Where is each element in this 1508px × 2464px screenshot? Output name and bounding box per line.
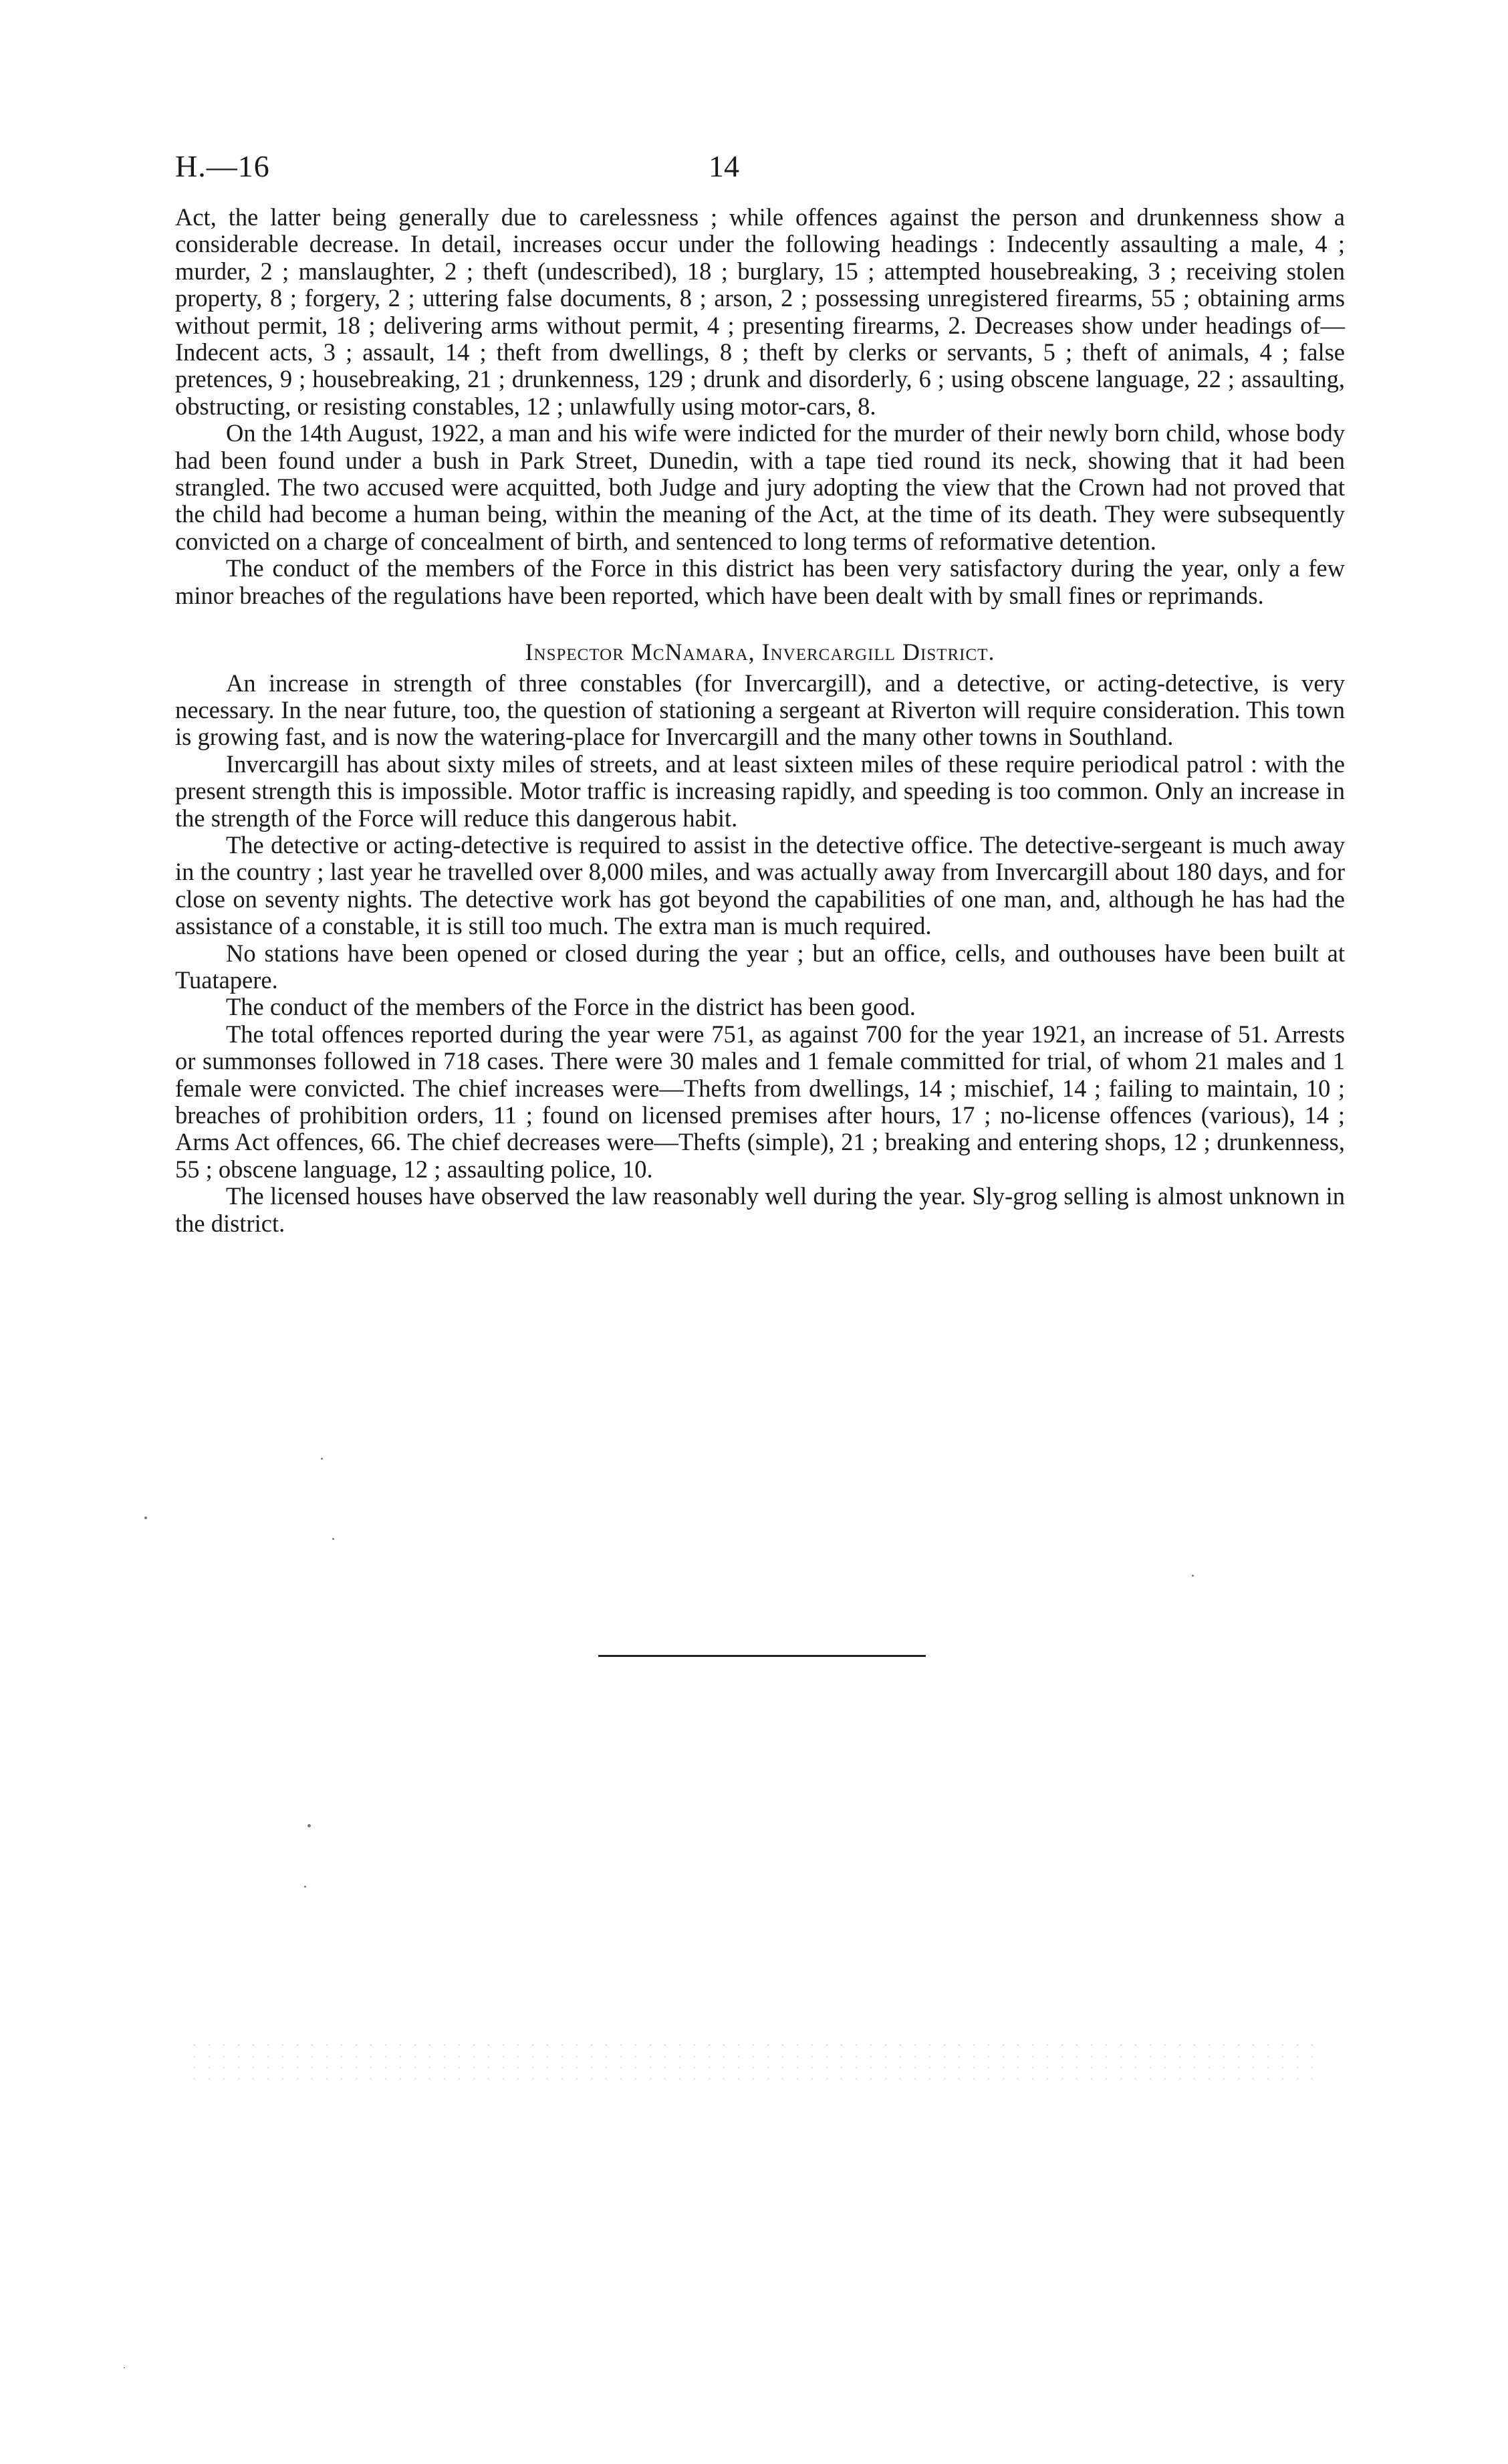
scan-speck: [307, 1824, 311, 1827]
paragraph: The total offences reported during the year were 751, as against 700 for the year 1921, an increase of 51. Arrests or summonses followed in 718 cases. There were 30 males and 1 female committed for trial, of whom 21 males and 1 female were convicted. The chief increases were—Thefts from dwellings, 14 ; mischief, 14 ; failing to maintain, 10 ; breaches of prohibition orders, 11 ; found on licensed premises after hours, 17 ; no-license offences (various), 14 ; Arms Act offences, 66. The chief decreases were—Thefts (simple), 21 ; breaking and entering shops, 12 ; drunkenness, 55 ; obscene language, 12 ; assaulting police, 10.: [175, 1020, 1345, 1183]
paragraph: The licensed houses have observed the law reasonably well during the year. Sly-grog selling is almost unknown in the district.: [175, 1182, 1345, 1237]
paragraph: The conduct of the members of the Force in this district has been very satisfactory during the year, only a few minor breaches of the regulations have been reported, which have been dealt with by small fines or reprimands.: [175, 554, 1345, 609]
paragraph: No stations have been opened or closed during the year ; but an office, cells, and outhouses have been built at Tuatapere.: [175, 939, 1345, 994]
paragraph: Invercargill has about sixty miles of streets, and at least sixteen miles of these require periodical patrol : with the present strength this is impossible. Motor traffic is increasing rapidly, and speeding is too common. Only an increase in the strength of the Force will reduce this dangerous habit.: [175, 750, 1345, 832]
scan-speck: [124, 2367, 125, 2368]
document-code: H.—16: [175, 149, 270, 183]
paragraph: The detective or acting-detective is required to assist in the detective office. The detective-sergeant is much away in the country ; last year he travelled over 8,000 miles, and was actually away from Invercargill about 180 days, and for close on seventy nights. The detective work has got beyond the capabilities of one man, and, although he has had the assistance of a constable, it is still too much. The extra man is much required.: [175, 830, 1345, 940]
end-rule: [598, 1655, 926, 1657]
paragraph: Act, the latter being generally due to carelessness ; while offences against the person and drunkenness show a considerable decrease. In detail, increases occur under the following headings : Indecently assaulting a male, 4 ; murder, 2 ; manslaughter, 2 ; theft (undescribed), 18 ; burglary, 15 ; attempted housebreaking, 3 ; receiving stolen property, 8 ; forgery, 2 ; uttering false documents, 8 ; arson, 2 ; possessing unregistered firearms, 55 ; obtaining arms without permit, 18 ; delivering arms without permit, 4 ; presenting firearms, 2. Decreases show under headings of—Indecent acts, 3 ; assault, 14 ; theft from dwellings, 8 ; theft by clerks or servants, 5 ; theft of animals, 4 ; false pretences, 9 ; housebreaking, 21 ; drunkenness, 129 ; drunk and disorderly, 6 ; using obscene language, 22 ; assaulting, obstructing, or resisting constables, 12 ; unlawfully using motor-cars, 8.: [175, 203, 1345, 420]
section-heading: Inspector McNamara, Invercargill District.: [525, 639, 995, 666]
scan-speck: [332, 1538, 334, 1540]
scan-speck: [304, 1886, 306, 1888]
paragraph: On the 14th August, 1922, a man and his wife were indicted for the murder of their newly born child, whose body had been found under a bush in Park Street, Dunedin, with a tape tied round its neck, showing that it had been strangled. The two accused were acquitted, both Judge and jury adopting the view that the Crown had not proved that the child had become a human being, within the meaning of the Act, at the time of its death. They were subsequently convicted on a charge of concealment of birth, and sentenced to long terms of reformative detention.: [175, 419, 1345, 555]
body-text: [175, 204, 1345, 1237]
scan-speck: [321, 1458, 323, 1460]
scan-speck: [144, 1517, 147, 1519]
scan-speck: [1192, 1575, 1194, 1577]
paragraph: The conduct of the members of the Force in the district has been good.: [226, 993, 916, 1021]
paragraph: An increase in strength of three constables (for Invercargill), and a detective, or acting-detective, is very necessary. In the near future, too, the question of stationing a sergeant at Riverton will require consideration. This town is growing fast, and is now the watering-place for Invercargill and the many other towns in Southland.: [175, 669, 1345, 751]
scan-noise: [187, 2039, 1324, 2080]
page-number: 14: [709, 149, 739, 183]
